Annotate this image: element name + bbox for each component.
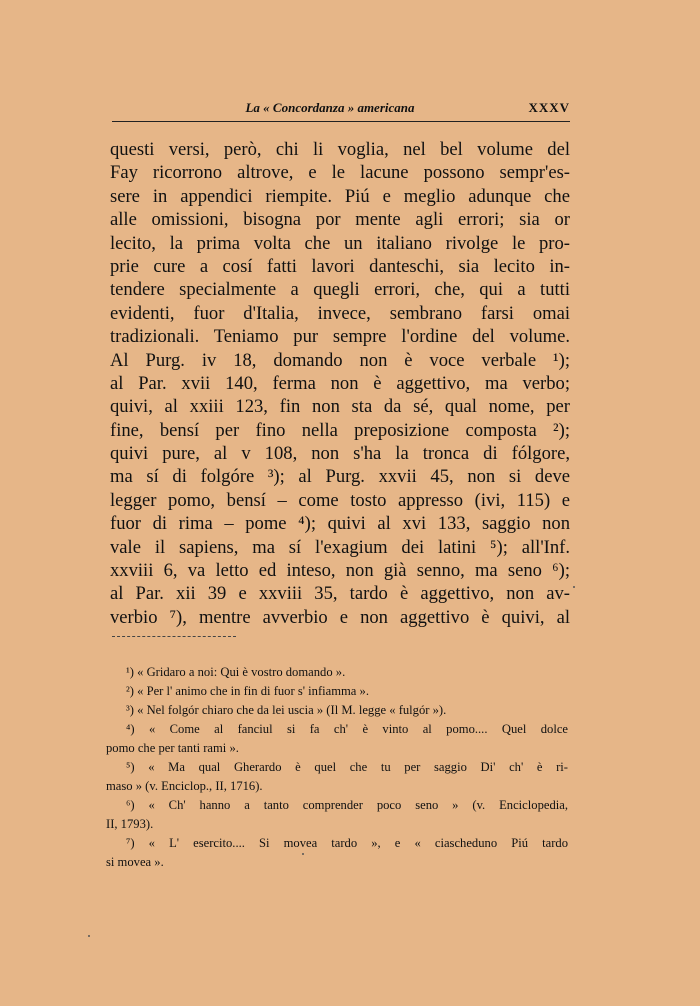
footnote-5-continued: maso » (v. Enciclop., II, 1716). xyxy=(106,779,263,793)
footnote-2: ²) « Per l' animo che in fin di fuor s' infiamma ». xyxy=(126,684,369,698)
body-line: evidenti, fuor d'Italia, invece, sembrano farsi omai xyxy=(110,302,570,324)
body-line: Al Purg. iv 18, domando non è voce verbale ¹); xyxy=(110,349,570,371)
print-speck xyxy=(302,853,304,855)
print-speck xyxy=(88,935,90,937)
page-number: XXXV xyxy=(528,100,570,115)
footnote-7: ⁷) « L' esercito.... Si movea tardo », e « ciascheduno Piú tardo xyxy=(126,836,568,850)
footnote-separator xyxy=(112,636,236,637)
body-text xyxy=(110,138,570,629)
footnote-6-continued: II, 1793). xyxy=(106,817,154,831)
body-line: fine, bensí per fino nella preposizione composta ²); xyxy=(110,419,570,441)
running-header xyxy=(110,100,570,118)
body-line: Fay ricorrono altrove, e le lacune possono sempr'es- xyxy=(110,162,570,184)
header-rule xyxy=(112,121,570,122)
footnote-4-continued: pomo che per tanti rami ». xyxy=(106,741,239,755)
body-line: al Par. xvii 140, ferma non è aggettivo, ma verbo; xyxy=(110,372,570,394)
body-line: legger pomo, bensí – come tosto appresso (ivi, 115) e xyxy=(110,489,570,511)
running-title: La « Concordanza » americana xyxy=(245,100,415,115)
body-line: vale il sapiens, ma sí l'exagium dei latini ⁵); all'Inf. xyxy=(110,536,570,558)
print-speck xyxy=(573,586,575,588)
body-line: alle omissioni, bisogna por mente agli errori; sia or xyxy=(110,209,570,231)
footnote-1: ¹) « Gridaro a noi: Qui è vostro domando ». xyxy=(126,665,346,679)
footnote-7-continued: si movea ». xyxy=(106,855,164,869)
body-line: quivi, al xxiii 123, fin non sta da sé, qual nome, per xyxy=(110,396,570,418)
body-line: al Par. xii 39 e xxviii 35, tardo è aggettivo, non av- xyxy=(110,583,570,605)
footnotes xyxy=(106,663,568,872)
body-line: questi versi, però, chi li voglia, nel bel volume del xyxy=(110,139,570,160)
footnote-5: ⁵) « Ma qual Gherardo è quel che tu per saggio Di' ch' è ri- xyxy=(126,760,568,774)
body-line: tradizionali. Teniamo pur sempre l'ordine del volume. xyxy=(110,326,570,348)
footnote-3: ³) « Nel folgór chiaro che da lei uscia » (Il M. legge « fulgór »). xyxy=(126,703,447,717)
footnote-4: ⁴) « Come al fanciul si fa ch' è vinto al pomo.... Quel dolce xyxy=(126,722,568,736)
body-line: quivi pure, al v 108, non s'ha la tronca di fólgore, xyxy=(110,443,570,465)
body-line: verbio ⁷), mentre avverbio e non aggettivo è quivi, al xyxy=(110,606,570,628)
body-line: xxviii 6, va letto ed inteso, non già senno, ma seno ⁶); xyxy=(110,560,570,582)
body-line: lecito, la prima volta che un italiano rivolge le pro- xyxy=(110,232,570,254)
body-line: fuor di rima – pome ⁴); quivi al xvi 133, saggio non xyxy=(110,513,570,535)
body-line: prie cure a cosí fatti lavori danteschi, sia lecito in- xyxy=(110,255,570,277)
body-line: ma sí di folgóre ³); al Purg. xxvii 45, non si deve xyxy=(110,466,570,488)
footnote-6: ⁶) « Ch' hanno a tanto comprender poco seno » (v. Enciclopedia, xyxy=(126,798,568,812)
body-line: sere in appendici riempite. Piú e meglio adunque che xyxy=(110,185,570,207)
body-line: tendere specialmente a quegli errori, che, qui a tutti xyxy=(110,279,570,301)
